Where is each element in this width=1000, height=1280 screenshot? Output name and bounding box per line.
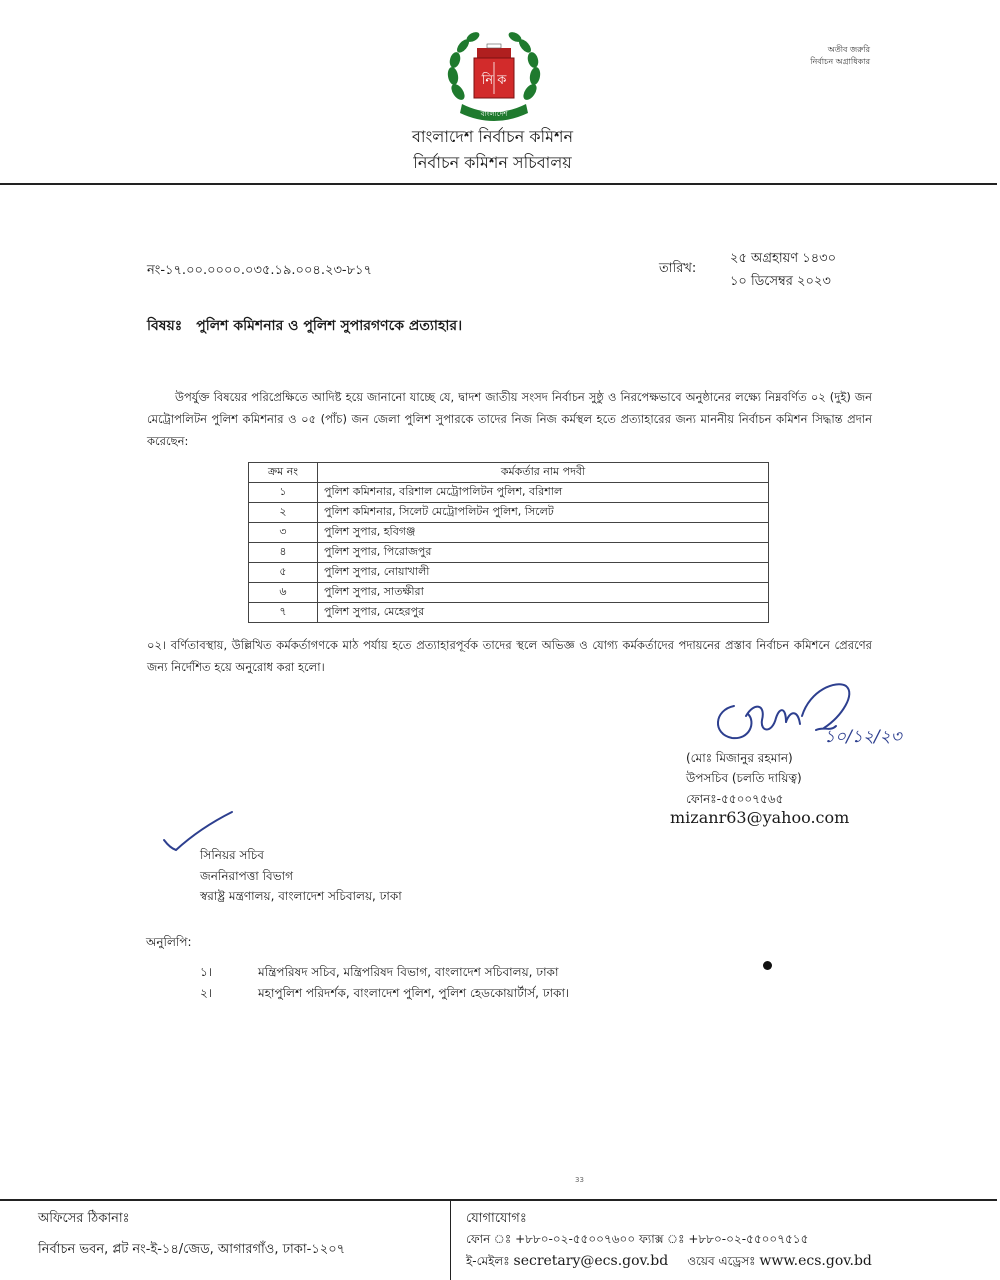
copy-item-text: মন্ত্রিপরিষদ সচিব, মন্ত্রিপরিষদ বিভাগ, বাংলাদেশ সচিবালয়, ঢাকা	[258, 965, 559, 979]
table-cell-serial: ৫	[249, 563, 318, 583]
table-row	[249, 543, 769, 563]
table-cell-officer: পুলিশ কমিশনার, সিলেট মেট্রোপলিটন পুলিশ, সিলেট	[318, 503, 769, 523]
table-cell-serial: ১	[249, 483, 318, 503]
contact-email-web	[466, 1253, 872, 1273]
reference-number: নং-১৭.০০.০০০০.০৩৫.১৯.০০৪.২৩-৮১৭	[147, 263, 372, 278]
fax-label: ফ্যাক্স ঃ	[639, 1232, 685, 1246]
office-address: নির্বাচন ভবন, প্লট নং-ই-১৪/জেড, আগারগাঁও, ঢাকা-১২০৭	[38, 1242, 346, 1257]
signatory-designation: উপসচিব (চলতি দায়িত্ব)	[686, 771, 802, 785]
urgency-line-2: নির্বাচন অগ্রাধিকার	[810, 57, 870, 66]
table-row	[249, 503, 769, 523]
table-row	[249, 583, 769, 603]
table-cell-officer: পুলিশ সুপার, মেহেরপুর	[318, 603, 769, 623]
table-row	[249, 563, 769, 583]
table-header-serial: ক্রম নং	[249, 463, 318, 483]
copy-list-item	[200, 985, 569, 1005]
contact-phone-fax	[466, 1231, 808, 1251]
fax-number: +৮৮০-০২-৫৫০০৭৫১৫	[688, 1232, 809, 1246]
header-divider	[0, 183, 997, 185]
table-cell-serial: ২	[249, 503, 318, 523]
urgency-stamp	[790, 44, 870, 68]
table-cell-officer: পুলিশ সুপার, নোয়াখালী	[318, 563, 769, 583]
organization-subname: নির্বাচন কমিশন সচিবালয়	[413, 153, 572, 172]
web-label: ওয়েব এড্রেসঃ	[687, 1254, 756, 1268]
signature-date: ১০/১২/২৩	[824, 727, 902, 747]
table-header-officer: কর্মকর্তার নাম পদবী	[318, 463, 769, 483]
signatory-email[interactable]: mizanr63@yahoo.com	[670, 808, 850, 827]
table-cell-officer: পুলিশ সুপার, হবিগঞ্জ	[318, 523, 769, 543]
handwritten-signature	[706, 676, 906, 758]
footer-divider	[0, 1199, 997, 1201]
copy-list-item	[200, 964, 558, 984]
table-row	[249, 483, 769, 503]
urgency-line-1: অতীব জরুরি	[827, 45, 870, 54]
date-gregorian: ১০ ডিসেম্বর ২০২৩	[730, 274, 831, 289]
office-address-label: অফিসের ঠিকানাঃ	[38, 1211, 130, 1226]
signatory-name: (মোঃ মিজানুর রহমান)	[686, 751, 793, 765]
organization-name: বাংলাদেশ নির্বাচন কমিশন	[412, 127, 573, 146]
officer-table	[248, 462, 769, 623]
copy-item-number: ১।	[200, 965, 213, 979]
recipient-division: জননিরাপত্তা বিভাগ	[200, 869, 293, 883]
subject-label: বিষয়ঃ	[147, 318, 183, 334]
election-commission-emblem	[444, 30, 544, 122]
body-paragraph-2: ০২। বর্ণিতাবস্থায়, উল্লিখিত কর্মকর্তাগণকে মাঠ পর্যায় হতে প্রত্যাহারপূর্বক তাদের স্থলে অভিজ্ঞ ও যোগ্য কর্মকর্তাদের পদায়নের প্রস্তাব নির্বাচন কমিশনে প্রেরণের জন্য নির্দেশিত হয়ে অনুরোধ করা হলো।	[147, 638, 872, 674]
date-bengali: ২৫ অগ্রহায়ণ ১৪৩০	[730, 251, 837, 266]
table-row	[249, 523, 769, 543]
table-cell-serial: ৪	[249, 543, 318, 563]
table-cell-serial: ৩	[249, 523, 318, 543]
phone-number: +৮৮০-০২-৫৫০০৭৬০০	[515, 1232, 636, 1246]
contact-label: যোগাযোগঃ	[466, 1211, 527, 1226]
copy-item-number: ২।	[200, 986, 213, 1000]
recipient-ministry: স্বরাষ্ট্র মন্ত্রণালয়, বাংলাদেশ সচিবালয়, ঢাকা	[200, 889, 402, 903]
emblem-text: নি ক	[481, 73, 507, 88]
office-website[interactable]: www.ecs.gov.bd	[759, 1253, 872, 1269]
subject-text: পুলিশ কমিশনার ও পুলিশ সুপারগণকে প্রত্যাহার।	[196, 318, 463, 334]
table-cell-officer: পুলিশ সুপার, সাতক্ষীরা	[318, 583, 769, 603]
footer-column-divider	[450, 1201, 451, 1280]
table-row	[249, 603, 769, 623]
table-cell-serial: ৭	[249, 603, 318, 623]
emblem-ribbon-text: বাংলাদেশ	[480, 110, 508, 118]
ink-dot	[763, 961, 772, 970]
copy-label: অনুলিপি:	[146, 935, 192, 949]
signatory-phone: ফোনঃ-৫৫০০৭৫৬৫	[686, 792, 784, 806]
date-label: তারিখ:	[659, 261, 697, 276]
table-cell-officer: পুলিশ সুপার, পিরোজপুর	[318, 543, 769, 563]
page-number: 33	[575, 1176, 584, 1184]
subject-line	[147, 314, 462, 338]
table-cell-serial: ৬	[249, 583, 318, 603]
table-header-row	[249, 463, 769, 483]
table-cell-officer: পুলিশ কমিশনার, বরিশাল মেট্রোপলিটন পুলিশ, বরিশাল	[318, 483, 769, 503]
office-email[interactable]: secretary@ecs.gov.bd	[513, 1253, 669, 1269]
phone-label: ফোন ঃ	[466, 1232, 512, 1246]
recipient-title: সিনিয়র সচিব	[200, 848, 264, 862]
copy-item-text: মহাপুলিশ পরিদর্শক, বাংলাদেশ পুলিশ, পুলিশ হেডকোয়ার্টার্স, ঢাকা।	[258, 986, 570, 1000]
body-paragraph-1: উপর্যুক্ত বিষয়ের পরিপ্রেক্ষিতে আদিষ্ট হয়ে জানানো যাচ্ছে যে, দ্বাদশ জাতীয় সংসদ নির্বাচন সুষ্ঠু ও নিরপেক্ষভাবে অনুষ্ঠানের লক্ষ্যে নিম্নবর্ণিত ০২ (দুই) জন মেট্রোপলিটন পুলিশ কমিশনার ও ০৫ (পাঁচ) জন জেলা পুলিশ সুপারকে তাদের নিজ নিজ কর্মস্থল হতে প্রত্যাহারের জন্য মাননীয় নির্বাচন কমিশন সিদ্ধান্ত প্রদান করেছেন:	[147, 390, 872, 448]
email-label: ই-মেইলঃ	[466, 1254, 510, 1268]
